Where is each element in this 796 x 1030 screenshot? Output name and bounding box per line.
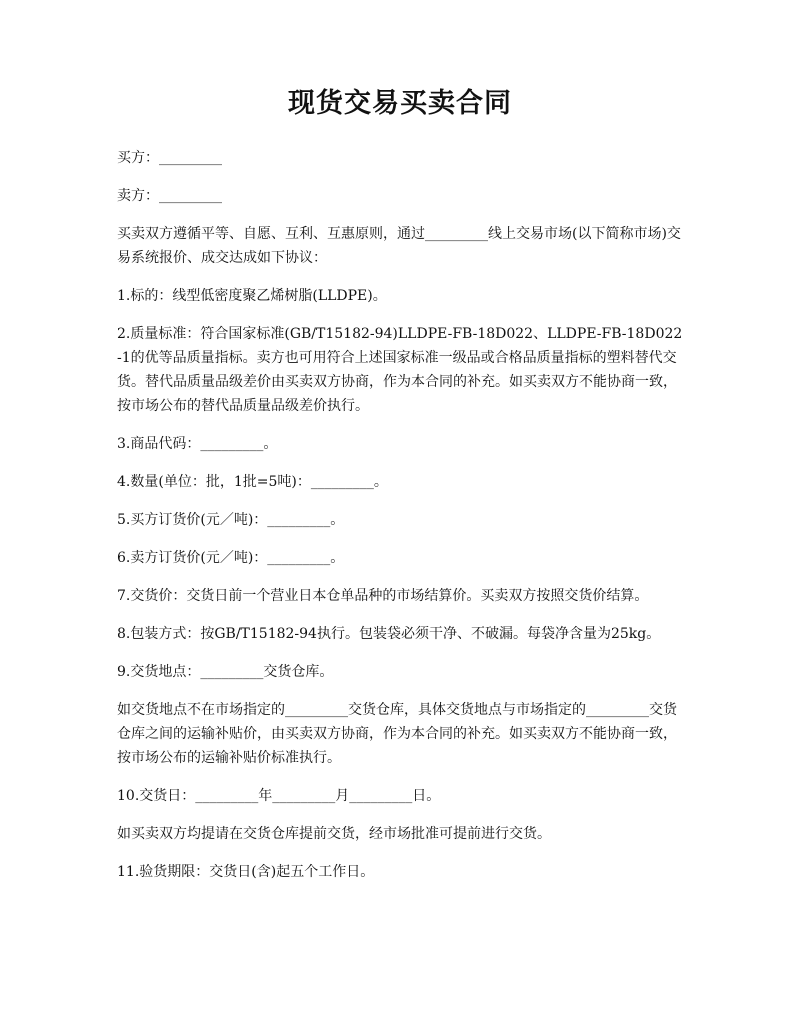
clause-9-delivery-location: 9.交货地点：_________交货仓库。 bbox=[117, 664, 334, 681]
preamble-paragraph: 买卖双方遵循平等、自愿、互利、互惠原则，通过_________线上交易市场(以下简称市场)交易系统报价、成交达成如下协议： bbox=[117, 226, 681, 267]
clause-11-inspection: 11.验货期限：交货日(含)起五个工作日。 bbox=[117, 864, 375, 881]
clause-7-delivery-price: 7.交货价：交货日前一个营业日本仓单品种的市场结算价。买卖双方按照交货价结算。 bbox=[117, 588, 649, 605]
clause-3-code: 3.商品代码：_________。 bbox=[117, 436, 278, 453]
seller-line: 卖方：_________ bbox=[117, 188, 222, 205]
clause-8-packaging: 8.包装方式：按GB/T15182-94执行。包装袋必须干净、不破漏。每袋净含量为25kg。 bbox=[117, 626, 661, 643]
clause-6-seller-price: 6.卖方订货价(元／吨)：_________。 bbox=[117, 550, 345, 567]
clause-5-buyer-price: 5.买方订货价(元／吨)：_________。 bbox=[117, 512, 345, 529]
clause-4-quantity: 4.数量(单位：批，1批=5吨)：_________。 bbox=[117, 474, 388, 491]
clause-1-subject: 1.标的：线型低密度聚乙烯树脂(LLDPE)。 bbox=[117, 288, 387, 305]
clause-2-quality: 2.质量标准：符合国家标准(GB/T15182-94)LLDPE-FB-18D022、LLDPE-FB-18D022-1的优等品质量指标。卖方也可用符合上述国家标准一级品或合格品质量指标的塑料替代交货。替代品质量品级差价由买卖双方协商，作为本合同的补充。如买卖双方不能协商一致，按市场公布的替代品质量品级差价执行。 bbox=[117, 326, 683, 415]
clause-10-delivery-date: 10.交货日：_________年_________月_________日。 bbox=[117, 788, 441, 805]
document-page bbox=[117, 88, 683, 898]
clause-9-note: 如交货地点不在市场指定的_________交货仓库，具体交货地点与市场指定的_________交货仓库之间的运输补贴价，由买卖双方协商，作为本合同的补充。如买卖双方不能协商一致，按市场公布的运输补贴价标准执行。 bbox=[117, 702, 677, 767]
document-title: 现货交易买卖合同 bbox=[288, 88, 512, 119]
clause-10-note: 如买卖双方均提请在交货仓库提前交货，经市场批准可提前进行交货。 bbox=[117, 826, 551, 843]
buyer-line: 买方：_________ bbox=[117, 150, 222, 167]
